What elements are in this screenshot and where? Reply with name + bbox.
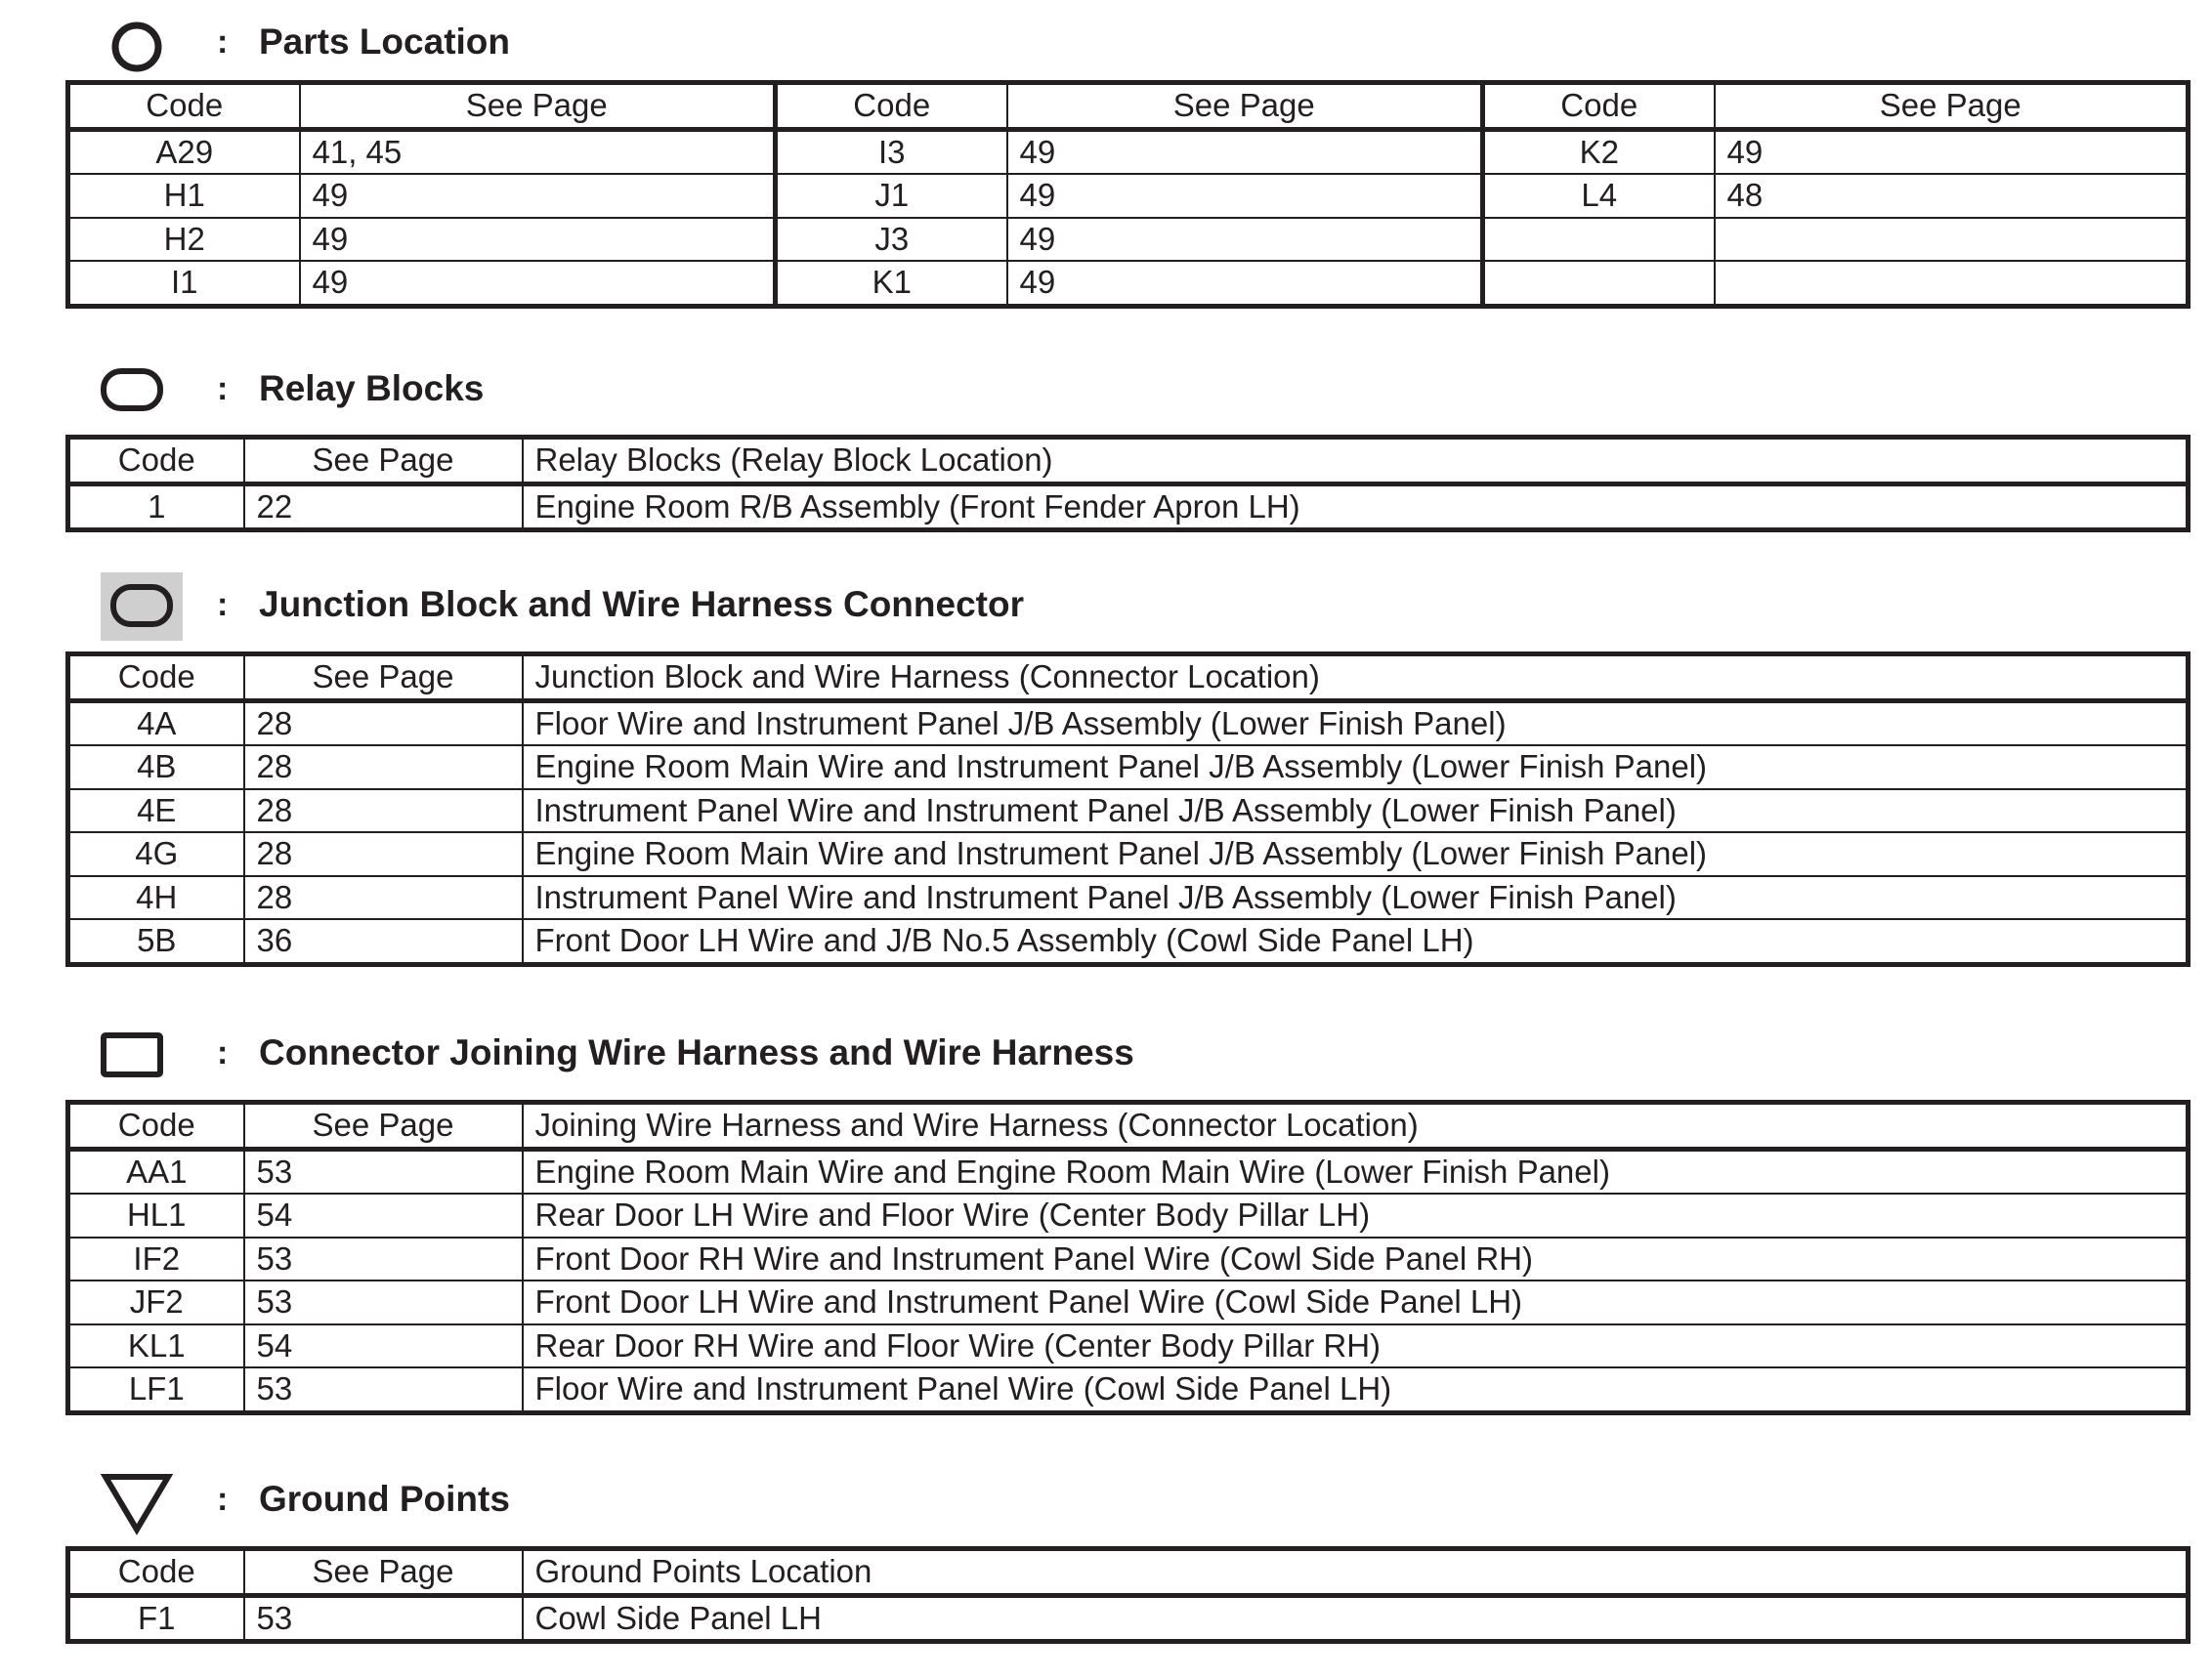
page-cell: 54	[244, 1194, 523, 1238]
page-cell: 28	[244, 745, 523, 789]
page-cell: 22	[244, 483, 523, 530]
page-cell: 54	[244, 1324, 523, 1368]
page-cell: 53	[244, 1281, 523, 1324]
code-cell: 4B	[68, 745, 244, 789]
code-cell: J3	[776, 218, 1007, 262]
section-title: Junction Block and Wire Harness Connector	[259, 584, 1024, 624]
table-row	[68, 1595, 2189, 1642]
column-header-description: Ground Points Location	[523, 1549, 2189, 1596]
colon: :	[217, 370, 229, 407]
code-cell: 5B	[68, 919, 244, 964]
code-cell: IF2	[68, 1238, 244, 1281]
code-cell: 4G	[68, 832, 244, 876]
junction-block-table	[65, 651, 2191, 967]
description-cell: Rear Door RH Wire and Floor Wire (Center Body Pillar RH)	[523, 1324, 2189, 1368]
code-cell: 4A	[68, 700, 244, 745]
table-row	[68, 174, 2189, 218]
table-row	[68, 1324, 2189, 1368]
code-cell: I3	[776, 129, 1007, 174]
page-cell: 53	[244, 1149, 523, 1194]
table-row	[68, 1149, 2189, 1194]
code-cell: JF2	[68, 1281, 244, 1324]
section-title: Parts Location	[259, 21, 510, 62]
table-row	[68, 218, 2189, 262]
code-cell: 1	[68, 483, 244, 530]
column-header-code: Code	[1483, 83, 1715, 130]
code-cell: K2	[1483, 129, 1715, 174]
table-row	[68, 1367, 2189, 1412]
parts-location-table	[65, 80, 2191, 309]
code-cell	[1483, 261, 1715, 306]
page-cell: 28	[244, 700, 523, 745]
description-cell: Instrument Panel Wire and Instrument Panel J/B Assembly (Lower Finish Panel)	[523, 789, 2189, 833]
column-header-description: Joining Wire Harness and Wire Harness (Connector Location)	[523, 1103, 2189, 1150]
relay-blocks-heading	[0, 357, 2212, 425]
column-header-code: Code	[68, 1549, 244, 1596]
table-row	[68, 483, 2189, 530]
code-cell: J1	[776, 174, 1007, 218]
column-header-code: Code	[68, 438, 244, 484]
joining-connector-heading	[0, 1021, 2212, 1089]
page-cell: 28	[244, 789, 523, 833]
section-title: Connector Joining Wire Harness and Wire Harness	[259, 1032, 1134, 1072]
circle-icon	[109, 20, 164, 74]
description-cell: Instrument Panel Wire and Instrument Panel J/B Assembly (Lower Finish Panel)	[523, 876, 2189, 920]
code-cell: H1	[68, 174, 300, 218]
table-row	[68, 129, 2189, 174]
code-cell	[1483, 218, 1715, 262]
table-row	[68, 832, 2189, 876]
colon: :	[217, 23, 229, 61]
page-cell: 53	[244, 1238, 523, 1281]
column-header-code: Code	[68, 83, 300, 130]
code-cell: L4	[1483, 174, 1715, 218]
colon: :	[217, 1481, 229, 1518]
page-cell: 41, 45	[300, 129, 776, 174]
table-row	[68, 1194, 2189, 1238]
column-header-code: Code	[68, 1103, 244, 1150]
code-cell: HL1	[68, 1194, 244, 1238]
page-cell: 28	[244, 876, 523, 920]
column-header-see-page: See Page	[300, 83, 776, 130]
table-row	[68, 1281, 2189, 1324]
column-header-see-page: See Page	[244, 438, 523, 484]
page-cell: 28	[244, 832, 523, 876]
description-cell: Engine Room Main Wire and Instrument Panel J/B Assembly (Lower Finish Panel)	[523, 745, 2189, 789]
column-header-see-page: See Page	[1715, 83, 2189, 130]
down-triangle-icon	[100, 1471, 174, 1535]
table-header-row	[68, 438, 2189, 484]
column-header-see-page: See Page	[244, 1549, 523, 1596]
table-row	[68, 876, 2189, 920]
rounded-rectangle-icon	[100, 367, 164, 412]
table-header-row	[68, 83, 2189, 130]
colon: :	[217, 586, 229, 623]
page-cell: 49	[300, 174, 776, 218]
junction-block-heading	[0, 572, 2212, 641]
code-cell: 4E	[68, 789, 244, 833]
code-cell: AA1	[68, 1149, 244, 1194]
page-cell: 53	[244, 1367, 523, 1412]
column-header-description: Relay Blocks (Relay Block Location)	[523, 438, 2189, 484]
table-row	[68, 745, 2189, 789]
column-header-see-page: See Page	[1007, 83, 1483, 130]
page-cell: 49	[1007, 218, 1483, 262]
table-row	[68, 789, 2189, 833]
code-cell: H2	[68, 218, 300, 262]
table-header-row	[68, 1549, 2189, 1596]
page-cell: 49	[1007, 129, 1483, 174]
code-cell: 4H	[68, 876, 244, 920]
rectangle-icon	[100, 1031, 164, 1078]
description-cell: Engine Room Main Wire and Instrument Panel J/B Assembly (Lower Finish Panel)	[523, 832, 2189, 876]
code-cell: F1	[68, 1595, 244, 1642]
table-row	[68, 1238, 2189, 1281]
description-cell: Front Door LH Wire and J/B No.5 Assembly (Cowl Side Panel LH)	[523, 919, 2189, 964]
column-header-code: Code	[68, 654, 244, 701]
description-cell: Engine Room R/B Assembly (Front Fender Apron LH)	[523, 483, 2189, 530]
description-cell: Front Door LH Wire and Instrument Panel Wire (Cowl Side Panel LH)	[523, 1281, 2189, 1324]
description-cell: Engine Room Main Wire and Engine Room Main Wire (Lower Finish Panel)	[523, 1149, 2189, 1194]
description-cell: Front Door RH Wire and Instrument Panel Wire (Cowl Side Panel RH)	[523, 1238, 2189, 1281]
description-cell: Floor Wire and Instrument Panel Wire (Cowl Side Panel LH)	[523, 1367, 2189, 1412]
table-row	[68, 700, 2189, 745]
table-header-row	[68, 654, 2189, 701]
page-cell	[1715, 261, 2189, 306]
section-title: Ground Points	[259, 1479, 510, 1519]
relay-blocks-table	[65, 435, 2191, 532]
joining-connector-table	[65, 1100, 2191, 1415]
description-cell: Rear Door LH Wire and Floor Wire (Center Body Pillar LH)	[523, 1194, 2189, 1238]
section-title: Relay Blocks	[259, 368, 485, 408]
parts-location-heading	[0, 10, 2212, 78]
page-cell	[1715, 218, 2189, 262]
page-cell: 49	[1007, 174, 1483, 218]
description-cell: Cowl Side Panel LH	[523, 1595, 2189, 1642]
ground-points-table	[65, 1546, 2191, 1644]
code-cell: LF1	[68, 1367, 244, 1412]
page-cell: 36	[244, 919, 523, 964]
table-row	[68, 919, 2189, 964]
page-cell: 49	[1007, 261, 1483, 306]
page-cell: 53	[244, 1595, 523, 1642]
shaded-rounded-rectangle-icon	[101, 572, 183, 641]
ground-points-heading	[0, 1467, 2212, 1535]
page-cell: 49	[300, 261, 776, 306]
code-cell: A29	[68, 129, 300, 174]
page-cell: 49	[300, 218, 776, 262]
page-cell: 49	[1715, 129, 2189, 174]
code-cell: K1	[776, 261, 1007, 306]
column-header-see-page: See Page	[244, 1103, 523, 1150]
colon: :	[217, 1034, 229, 1071]
table-header-row	[68, 1103, 2189, 1150]
code-cell: KL1	[68, 1324, 244, 1368]
table-row	[68, 261, 2189, 306]
code-cell: I1	[68, 261, 300, 306]
column-header-description: Junction Block and Wire Harness (Connector Location)	[523, 654, 2189, 701]
page-cell: 48	[1715, 174, 2189, 218]
description-cell: Floor Wire and Instrument Panel J/B Assembly (Lower Finish Panel)	[523, 700, 2189, 745]
column-header-see-page: See Page	[244, 654, 523, 701]
column-header-code: Code	[776, 83, 1007, 130]
